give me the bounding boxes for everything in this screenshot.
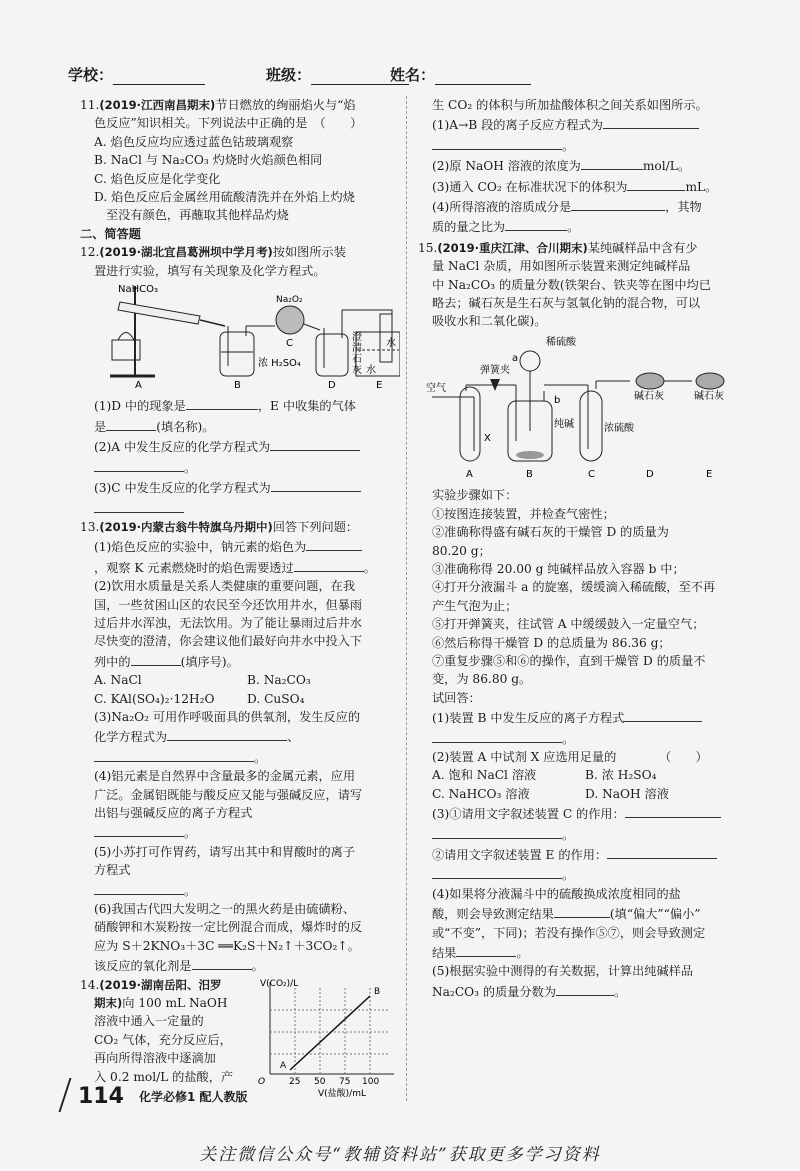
answer-blank[interactable] (186, 395, 258, 410)
label-limewater-5: 水 (366, 365, 376, 377)
apparatus-figure-q15 (418, 331, 738, 481)
answer-blank[interactable] (270, 436, 360, 451)
option-b[interactable]: B. NaCl 与 Na₂CO₃ 灼烧时火焰颜色相同 (94, 153, 323, 168)
x-tick-50: 50 (314, 1076, 326, 1087)
label-a: A (466, 468, 473, 480)
label-a: A (135, 380, 142, 391)
question-13: 13.(2019·内蒙古翁牛特旗乌丹期中)回答下列问题： (1)焰色反应的实验中，钠元素的焰色为 ，观察 K 元素燃烧时的焰色需要透过 。 (2)饮用水质量是关系人类健康的重要问题，在我 国，一些贫困山区的农民至今还饮用井水，但暴雨 过后井水浑浊，无法饮用。为了能让暴雨过后井水 尽快变的澄清，你会建议他们最好向井水中投入下 列中的 (填序号)。 A. NaCl B. Na₂CO₃ C. KAl(SO₄)₂·12H₂O D. CuSO₄ (3)Na₂O₂ 可用作呼吸面具的供氧剂，发生反应的 化学方程式为 、 。 (4)铝元素是自然界中含量最多的金属元素，应用 广泛。金属铝既能与酸反应又能与强碱反应，请写 出铝与强碱反应的离子方程式 。 (5)小苏打可作胃药，请写出其中和胃酸时的离子 方程式 。 (6)我国古代四大发明之一的黑火药是由硫磺粉、 硝酸钾和木炭粉按一定比例混合而成，爆炸时的反 应为 S＋2KNO₃＋3C ══K₂S＋N₂↑＋3CO₂↑。 该反应的氧化剂是 。 (80, 518, 400, 976)
answer-blank[interactable] (554, 903, 610, 918)
page-footer (78, 1084, 248, 1109)
option-a[interactable]: A. 饱和 NaCl 溶液 (432, 768, 537, 783)
question-14: 14.(2019·湖南岳阳、汨罗 期末)向 100 mL NaOH 溶液中通入一定量的 CO₂ 气体，充分反应后， 再向所得溶液中逐滴加 入 0.2 mol/L 的盐酸，产 V(CO₂)/L B A O 25 50 75 100 V(盐酸)/mL (80, 976, 400, 1096)
answer-blank[interactable] (607, 844, 717, 859)
apparatus-figure-q12 (80, 280, 400, 390)
section-heading: 二、简答题 (80, 226, 141, 241)
label-soda-lime-e: 碱石灰 (694, 390, 724, 402)
data-line-ab (290, 996, 370, 1070)
book-title: 化学必修1 配人教版 (139, 1090, 248, 1104)
answer-blank[interactable] (294, 557, 364, 572)
option-d[interactable]: D. CuSO₄ (247, 691, 305, 706)
answer-blank[interactable] (432, 824, 562, 839)
footer-slash (58, 1078, 71, 1112)
bottom-watermark-note: 关注微信公众号“教辅资料站”获取更多学习资料 (199, 1145, 601, 1165)
origin-label: O (258, 1076, 266, 1087)
answer-blank[interactable] (432, 728, 562, 743)
label-clip: 弹簧夹 (480, 364, 510, 376)
option-c[interactable]: C. NaHCO₃ 溶液 (432, 786, 530, 801)
label-acid: 浓 H₂SO₄ (258, 358, 301, 370)
option-d[interactable]: D. NaOH 溶液 (585, 786, 669, 801)
answer-blank[interactable] (271, 477, 361, 492)
label-b: B (234, 380, 241, 391)
label-limewater-3: 石 (352, 354, 362, 366)
name-field[interactable]: 姓名： (390, 64, 531, 85)
label-na2o2: Na₂O₂ (276, 295, 303, 306)
label-limewater-1: 澄 (352, 332, 362, 344)
y-axis-label: V(CO₂)/L (260, 978, 299, 989)
left-column (80, 96, 400, 1096)
answer-blank[interactable] (627, 176, 685, 191)
option-c[interactable]: C. 焰色反应是化学变化 (94, 171, 221, 186)
answer-blank[interactable] (94, 747, 254, 762)
question-15: 15.(2019·重庆江津、合川期末)某纯碱样品中含有少 量 NaCl 杂质，用如图所示装置来测定纯碱样品 中 Na₂CO₃ 的质量分数(铁架台、铁夹等在图中均已 略去；碱石灰是生石灰与氢氧化钠的混合物，可以 吸收水和二氧化碳)。 稀硫酸 a b 空气 弹簧夹 X 纯碱 浓硫酸 碱石灰 碱石灰 A B C D E 实验步骤如下： ①按图连接装置，并检查气密性； ②准确称得盛有碱石灰的干燥管 D 的质量为 80.20 g； ③准确称得 20.00 g 纯碱样品放入容器 b 中； ④打开分液漏斗 a 的旋塞，缓缓滴入稀硫酸，至不再 产生气泡为止； ⑤打开弹簧夹，往试管 A 中缓缓鼓入一定量空气； ⑥然后称得干燥管 D 的总质量为 86.36 g； ⑦重复步骤⑤和⑥的操作，直到干燥管 D 的质量不 变，为 86.80 g。 试回答： (1)装置 B 中发生反应的离子方程式 。 (2)装置 A 中试剂 X 应选用足量的 （ ） A. 饱和 NaCl 溶液 B. 浓 H₂SO₄ C. NaHCO₃ 溶液 D. NaOH 溶液 (3)①请用文字叙述装置 C 的作用： 。 ②请用文字叙述装置 E 的作用： 。 (4)如果将分液漏斗中的硫酸换成浓度相同的盐 酸，则会导致测定结果 (填“偏大”“偏小” 或“不变”，下同)；若没有操作⑤⑦，则会导致测定 结果 。 (5)根据实验中测得的有关数据，计算出纯碱样品 Na₂CO₃ 的质量分数为 。 (418, 239, 738, 1001)
school-blank[interactable] (113, 68, 205, 85)
answer-blank[interactable] (167, 726, 287, 741)
answer-blank[interactable] (131, 651, 181, 666)
option-d[interactable]: D. 焰色反应后金属丝用硫酸清洗并在外焰上灼烧 (94, 190, 355, 205)
label-nahco3: NaHCO₃ (118, 284, 158, 296)
class-field[interactable]: 班级： (266, 64, 409, 85)
answer-blank[interactable] (192, 955, 252, 970)
answer-blank[interactable] (94, 880, 184, 895)
label-b: B (526, 468, 533, 480)
label-dilute-acid: 稀硫酸 (546, 336, 576, 348)
page-number: 114 (78, 1084, 124, 1109)
option-b[interactable]: B. Na₂CO₃ (247, 673, 311, 688)
co2-volume-graph (258, 976, 400, 1098)
answer-blank[interactable] (306, 536, 362, 551)
x-axis-label: V(盐酸)/mL (318, 1088, 366, 1098)
answer-blank[interactable] (94, 498, 184, 513)
option-b[interactable]: B. 浓 H₂SO₄ (585, 768, 657, 783)
point-b-label: B (374, 986, 381, 997)
point-a-label: A (280, 1060, 287, 1071)
answer-blank[interactable] (456, 942, 516, 957)
label-d: D (328, 380, 336, 391)
answer-blank[interactable] (624, 707, 702, 722)
label-conc-acid: 浓硫酸 (604, 422, 634, 434)
label-water: 水 (386, 338, 396, 350)
answer-blank[interactable] (94, 457, 184, 472)
label-x: X (484, 432, 491, 444)
option-c[interactable]: C. KAl(SO₄)₂·12H₂O (94, 691, 215, 706)
school-field[interactable]: 学校： (68, 64, 205, 85)
label-d: D (646, 468, 654, 480)
label-limewater-2: 清 (352, 343, 362, 355)
answer-blank[interactable] (432, 864, 562, 879)
label-c: C (588, 468, 595, 480)
answer-blank[interactable] (505, 216, 567, 231)
student-info-header (68, 64, 748, 88)
x-tick-75: 75 (339, 1076, 351, 1087)
label-limewater-4: 灰 (352, 365, 362, 377)
label-a-funnel: a (512, 352, 519, 364)
question-14-continued: 生 CO₂ 的体积与所加盐酸体积之间关系如图所示。 (1)A→B 段的离子反应方程式为 。 (2)原 NaOH 溶液的浓度为 mol/L。 (3)通入 CO₂ 在标准状况下的体积为 mL。 (4)所得溶液的溶质成分是 ，其物 质的量之比为 。 (432, 98, 718, 235)
label-e: E (376, 380, 383, 391)
label-soda: 纯碱 (554, 418, 574, 430)
answer-blank[interactable] (106, 416, 156, 431)
answer-blank[interactable] (432, 135, 562, 150)
label-c: C (286, 338, 293, 350)
answer-blank[interactable] (571, 196, 665, 211)
x-tick-100: 100 (362, 1076, 380, 1087)
answer-blank[interactable] (603, 114, 699, 129)
x-tick-25: 25 (289, 1076, 301, 1087)
label-e: E (706, 468, 713, 480)
option-a[interactable]: A. 焰色反应均应透过蓝色钴玻璃观察 (94, 134, 294, 149)
answer-blank[interactable] (581, 155, 643, 170)
option-a[interactable]: A. NaCl (94, 673, 142, 688)
column-divider (406, 96, 407, 1101)
question-11: 11.(2019·江西南昌期末)节日燃放的绚丽焰火与“焰 色反应”知识相关。下列说法中正确的是 （ ） A. 焰色反应均应透过蓝色钴玻璃观察 B. NaCl 与 Na₂CO₃ 灼烧时火焰颜色相同 C. 焰色反应是化学变化 D. 焰色反应后金属丝用硫酸清洗并在外焰上灼烧 至没有颜色，再蘸取其他样品灼烧 (80, 96, 400, 225)
label-b-container: b (554, 394, 561, 406)
label-soda-lime-d: 碱石灰 (634, 390, 664, 402)
name-blank[interactable] (435, 68, 531, 85)
answer-blank[interactable] (625, 803, 721, 818)
right-column (418, 96, 738, 1001)
question-12: 12.(2019·湖北宜昌葛洲坝中学月考)按如图所示装 置进行实验，填写有关现象及化学方程式。 NaHCO₃ Na₂O₂ 浓 H₂SO₄ 澄 清 石 灰 水 水 A B C D E (1)D 中的现象是 ，E 中收集的气体 是 (填名称)。 (2)A 中发生反应的化学方程式为 。 (3)C 中发生反应的化学方程式为 (80, 243, 400, 518)
answer-blank[interactable] (556, 981, 614, 996)
label-air: 空气 (426, 382, 446, 394)
answer-blank[interactable] (94, 822, 184, 837)
